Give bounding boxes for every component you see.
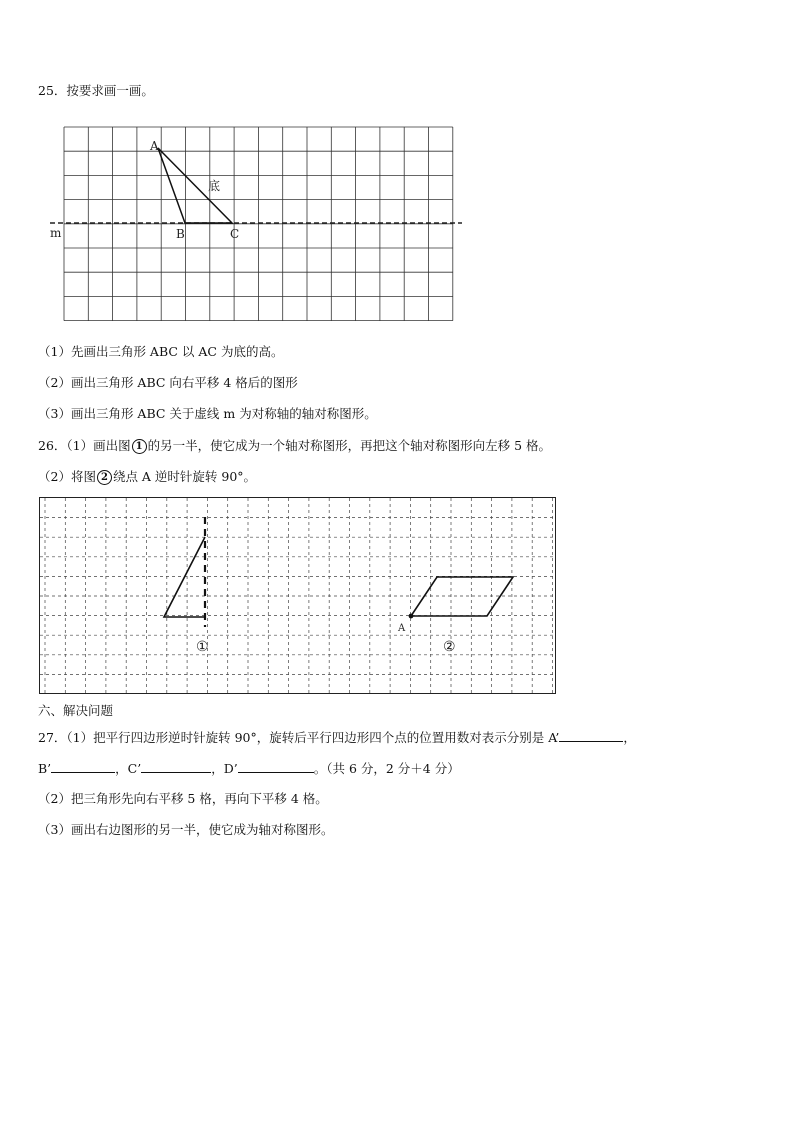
q26-item-1-prefix: 26．（1）画出图 (38, 438, 131, 453)
answer-blank-a[interactable] (559, 729, 623, 742)
q25-title: 25．按要求画一画。 (38, 83, 154, 98)
q25-item-3: （3）画出三角形 ABC 关于虚线 m 为对称轴的轴对称图形。 (38, 406, 377, 421)
label-c-prime: ，C’ (115, 761, 142, 776)
answer-blank-d[interactable] (238, 760, 314, 773)
q26-item-1-suffix: 的另一半，使它成为一个轴对称图形，再把这个轴对称图形向左移 5 格。 (147, 438, 552, 453)
q26-grid-figure (39, 497, 557, 695)
label-a: A (150, 139, 159, 153)
q26-item-2-suffix: 绕点 A 逆时针旋转 90°。 (112, 469, 257, 484)
q27-item-1-text: 27．（1）把平行四边形逆时针旋转 90°，旋转后平行四边形四个点的位置用数对表示分别是 A’ (38, 730, 560, 745)
circled-number-2: 2 (97, 470, 112, 485)
q26-item-2 (38, 469, 256, 485)
label-b-prime: B’ (38, 761, 52, 776)
q27-item-1-end: ， (623, 730, 636, 745)
point-a-label: A (398, 623, 406, 634)
q27-item-1-line-1 (38, 729, 636, 746)
q25-item-2: （2）画出三角形 ABC 向右平移 4 格后的图形 (38, 375, 298, 390)
fig2-parallelogram (411, 577, 513, 616)
label-b: B (176, 227, 185, 241)
q26-item-1 (38, 438, 551, 454)
label-base: 底 (208, 179, 221, 193)
answer-blank-c[interactable] (141, 760, 211, 773)
fig1-half-triangle (164, 537, 205, 617)
label-d-prime: ，D’ (211, 761, 238, 776)
q27-item-3: （3）画出右边图形的另一半，使它成为轴对称图形。 (38, 822, 334, 837)
q26-item-2-prefix: （2）将图 (38, 469, 96, 484)
fig2-label: ② (443, 639, 456, 655)
q25-item-1: （1）先画出三角形 ABC 以 AC 为底的高。 (38, 344, 284, 359)
fig1-label: ① (196, 639, 209, 655)
q27-item-2: （2）把三角形先向右平移 5 格，再向下平移 4 格。 (38, 791, 328, 806)
section-6-title: 六、解决问题 (38, 703, 114, 718)
q27-item-1-line-2 (38, 760, 460, 777)
score-note: 。（共 6 分，2 分＋4 分） (313, 761, 460, 776)
point-a-dot (409, 614, 414, 619)
label-c: C (230, 227, 240, 241)
answer-blank-b[interactable] (51, 760, 115, 773)
label-m: m (50, 226, 62, 240)
q25-grid-figure (40, 120, 480, 330)
circled-number-1: 1 (132, 439, 147, 454)
triangle-abc (158, 148, 232, 223)
